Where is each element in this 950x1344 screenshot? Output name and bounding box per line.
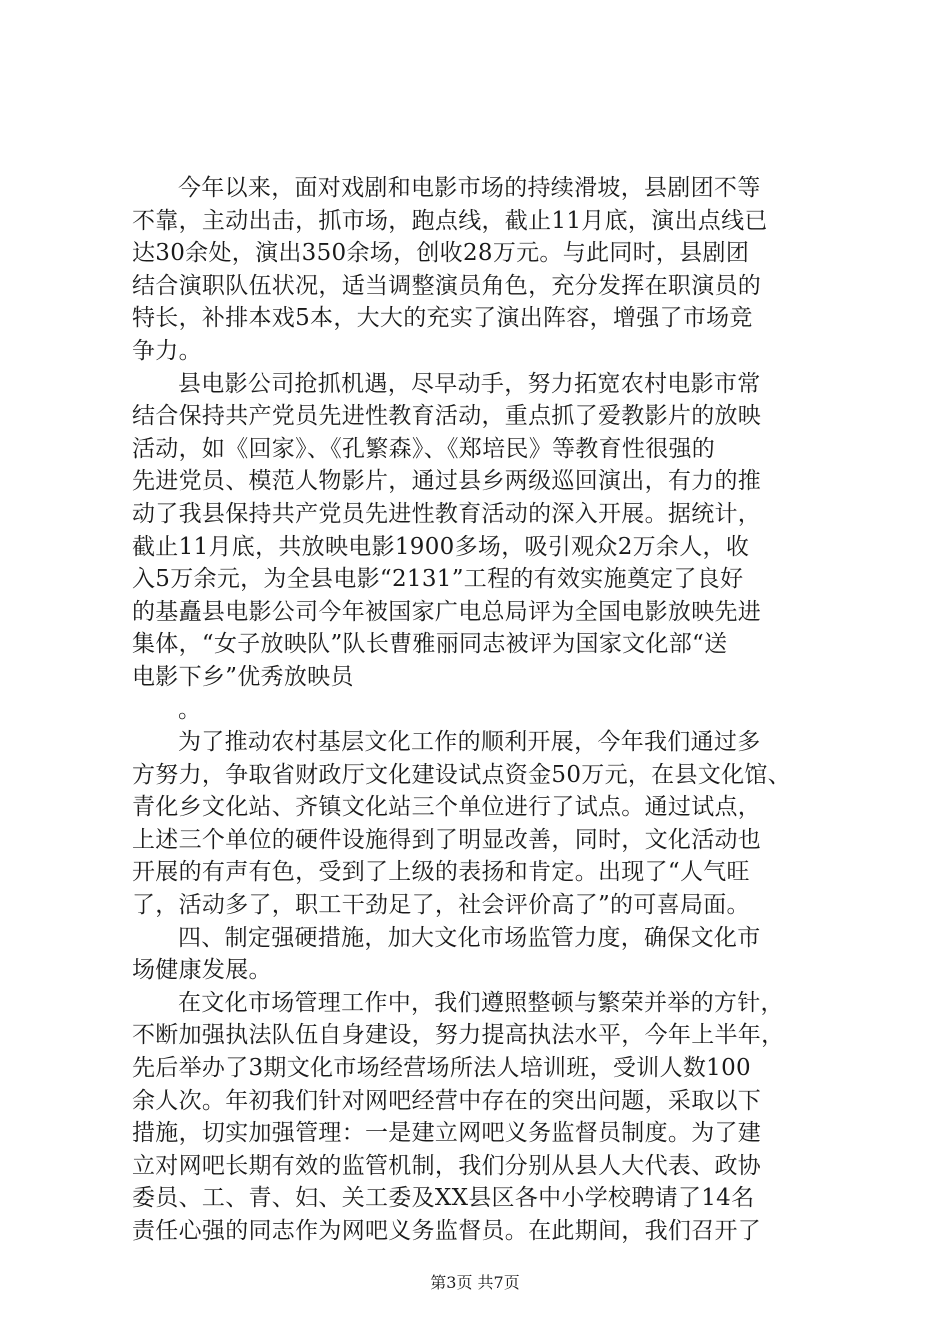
text-line: 。 bbox=[178, 696, 202, 723]
text-line: 在文化市场管理工作中，我们遵照整顿与繁荣并举的方针， bbox=[178, 989, 784, 1016]
text-line: 入5万余元，为全县电影“2131”工程的有效实施奠定了良好 bbox=[132, 566, 744, 593]
text-line: 责任心强的同志作为网吧义务监督员。在此期间，我们召开了 bbox=[132, 1218, 762, 1244]
text-line: 的基矗县电影公司今年被国家广电总局评为全国电影放映先进 bbox=[132, 598, 762, 625]
text-line: 先进党员、模范人物影片，通过县乡两级巡回演出，有力的推 bbox=[132, 468, 762, 495]
text-line: 青化乡文化站、齐镇文化站三个单位进行了试点。通过试点， bbox=[132, 794, 762, 821]
text-line: 结合保持共产党员先进性教育活动，重点抓了爱教影片的放映 bbox=[132, 403, 762, 430]
text-line: 场健康发展。 bbox=[132, 957, 272, 984]
text-line: 立对网吧长期有效的监管机制，我们分别从县人大代表、政协 bbox=[132, 1152, 762, 1179]
text-line: 开展的有声有色，受到了上级的表扬和肯定。出现了“人气旺 bbox=[132, 859, 750, 886]
text-line: 今年以来，面对戏剧和电影市场的持续滑坡，县剧团不等 bbox=[178, 175, 761, 201]
page-footer bbox=[0, 1270, 950, 1293]
text-line: 截止11月底，共放映电影1900多场，吸引观众2万余人，收 bbox=[132, 533, 750, 560]
text-line: 为了推动农村基层文化工作的顺利开展，今年我们通过多 bbox=[178, 729, 761, 756]
text-line: 特长，补排本戏5本，大大的充实了演出阵容，增强了市场竞 bbox=[132, 305, 753, 332]
text-line: 达30余处，演出350余场，创收28万元。与此同时，县剧团 bbox=[132, 240, 750, 267]
text-line: 不断加强执法队伍自身建设，努力提高执法水平，今年上半年， bbox=[132, 1022, 785, 1049]
page-number-label: 第3页 共7页 bbox=[430, 1273, 520, 1292]
text-line: 动了我县保持共产党员先进性教育活动的深入开展。据统计， bbox=[132, 500, 762, 527]
text-line: 方努力，争取省财政厅文化建设试点资金50万元，在县文化馆、 bbox=[132, 761, 791, 788]
text-line: 委员、工、青、妇、关工委及XX县区各中小学校聘请了14名 bbox=[132, 1185, 755, 1212]
text-line: 不靠，主动出击，抓市场，跑点线，截止11月底，演出点线已 bbox=[132, 207, 768, 234]
text-line: 余人次。年初我们针对网吧经营中存在的突出问题，采取以下 bbox=[132, 1087, 762, 1114]
text-line: 活动，如《回家》、《孔繁森》、《郑培民》等教育性很强的 bbox=[132, 435, 716, 462]
text-line: 上述三个单位的硬件设施得到了明显改善，同时，文化活动也 bbox=[132, 826, 762, 853]
text-line: 电影下乡”优秀放映员 bbox=[132, 663, 354, 690]
text-line: 先后举办了3期文化市场经营场所法人培训班，受训人数100 bbox=[132, 1055, 751, 1082]
text-line: 措施，切实加强管理：一是建立网吧义务监督员制度。为了建 bbox=[132, 1120, 762, 1147]
text-line: 县电影公司抢抓机遇，尽早动手，努力拓宽农村电影市常 bbox=[178, 370, 761, 397]
text-line: 了，活动多了，职工干劲足了，社会评价高了”的可喜局面。 bbox=[132, 892, 750, 919]
text-line: 争力。 bbox=[132, 337, 202, 364]
text-line: 集体，“女子放映队”队长曹雅丽同志被评为国家文化部“送 bbox=[132, 631, 728, 658]
document-body bbox=[132, 172, 832, 1248]
text-line: 四、制定强硬措施，加大文化市场监管力度，确保文化市 bbox=[178, 924, 761, 951]
text-line: 结合演职队伍状况，适当调整演员角色，充分发挥在职演员的 bbox=[132, 272, 762, 299]
